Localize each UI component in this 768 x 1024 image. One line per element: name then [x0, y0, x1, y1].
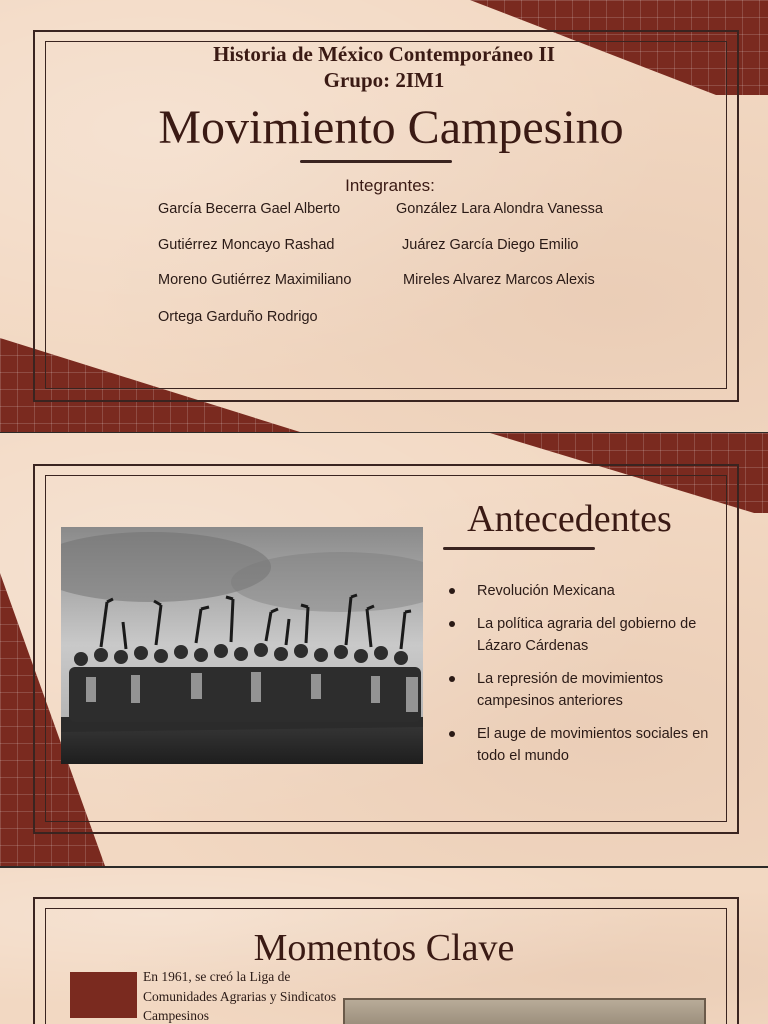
member-name: Ortega Garduño Rodrigo: [158, 309, 318, 325]
list-item: El auge de movimientos sociales en todo el mundo: [446, 723, 736, 767]
course-name: Historia de México Contemporáneo II: [213, 42, 555, 66]
member-name: Gutiérrez Moncayo Rashad: [158, 237, 335, 253]
slide-title: [0, 0, 768, 432]
member-name: García Becerra Gael Alberto: [158, 201, 341, 217]
slide-momentos-clave: [0, 868, 768, 1024]
group-label: Grupo: 2IM1: [323, 68, 445, 92]
section-heading: Momentos Clave: [253, 927, 515, 969]
title-underline: [300, 160, 452, 163]
slide-antecedentes: [0, 433, 768, 866]
key-moment-text: En 1961, se creó la Liga de Comunidades Agrarias y Sindicatos Campesinos: [143, 969, 337, 1023]
heading-underline: [443, 547, 595, 550]
decorative-block: [70, 972, 137, 1018]
peasants-photo: [61, 527, 423, 764]
historic-photo: [343, 998, 706, 1024]
member-name: González Lara Alondra Vanessa: [396, 201, 603, 217]
members-label: Integrantes:: [345, 176, 435, 195]
member-name: Mireles Alvarez Marcos Alexis: [403, 272, 595, 288]
list-item: Revolución Mexicana: [446, 580, 736, 602]
member-name: Moreno Gutiérrez Maximiliano: [158, 272, 352, 288]
section-heading: Antecedentes: [467, 498, 672, 540]
member-name: Juárez García Diego Emilio: [402, 237, 579, 253]
presentation-title: Movimiento Campesino: [158, 101, 624, 154]
list-item: La política agraria del gobierno de Lázaro Cárdenas: [446, 613, 736, 657]
list-item: La represión de movimientos campesinos anteriores: [446, 668, 736, 712]
slide-frame-inner: [45, 41, 727, 389]
antecedentes-list: [446, 580, 736, 778]
